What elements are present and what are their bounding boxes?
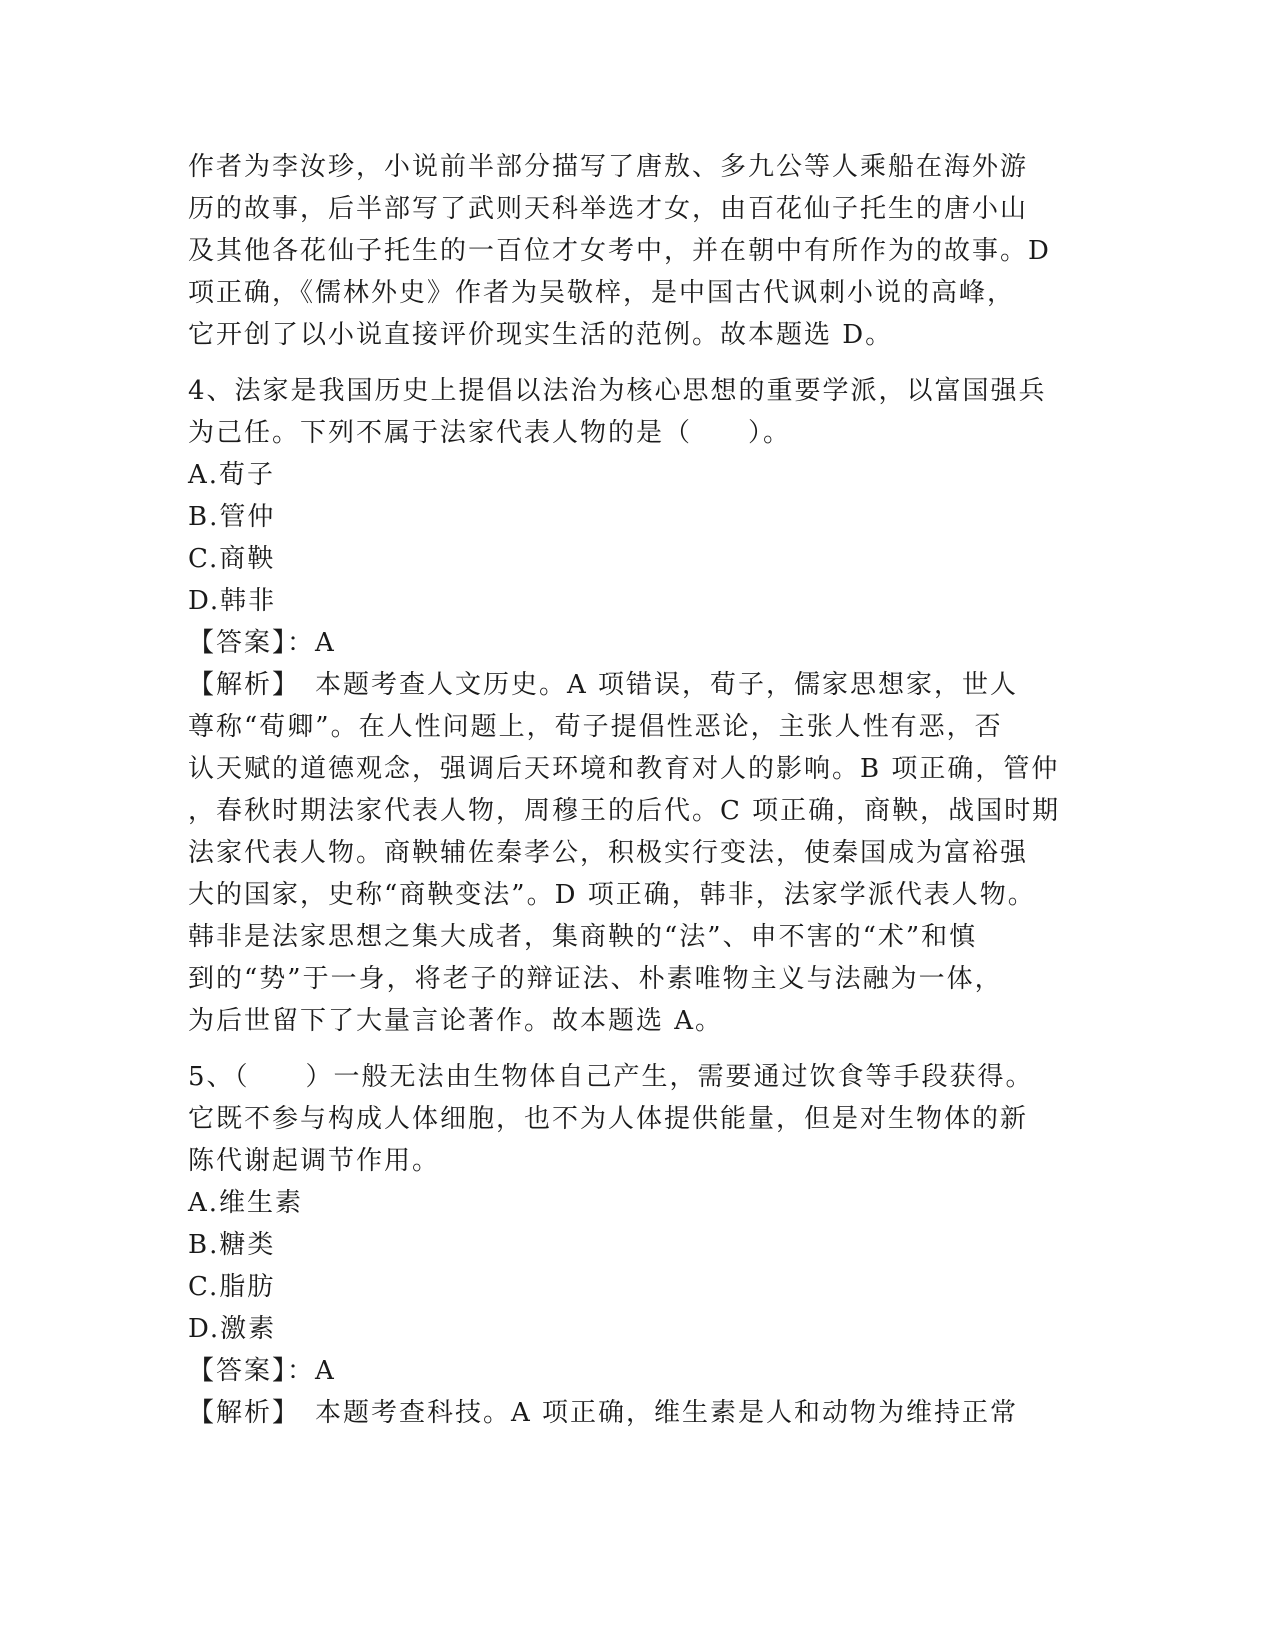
text-line: 及其他各花仙子托生的一百位才女考中，并在朝中有所作为的故事。D: [188, 236, 1051, 266]
analysis-line: 到的“势”于一身，将老子的辩证法、朴素唯物主义与法融为一体，: [188, 964, 1003, 994]
analysis-line: 法家代表人物。商鞅辅佐秦孝公，积极实行变法，使秦国成为富裕强: [188, 838, 1029, 868]
text-line: 项正确，《儒林外史》作者为吴敬梓，是中国古代讽刺小说的高峰，: [188, 278, 1016, 308]
paragraph-gap: [188, 1042, 1088, 1056]
analysis-line: 大的国家，史称“商鞅变法”。D 项正确，韩非，法家学派代表人物。: [188, 880, 1036, 910]
analysis-line: 韩非是法家思想之集大成者，集商鞅的“法”、申不害的“术”和慎: [188, 922, 978, 952]
option-d: D.激素: [188, 1314, 277, 1344]
analysis-line: 为后世留下了大量言论著作。故本题选 A。: [188, 1006, 724, 1036]
question-stem-line: 4、法家是我国历史上提倡以法治为核心思想的重要学派，以富国强兵: [188, 376, 1047, 406]
option-a: A.荀子: [188, 460, 276, 490]
document-page: [188, 146, 1088, 1434]
analysis-line: 【解析】 本题考查科技。A 项正确，维生素是人和动物为维持正常: [188, 1398, 1019, 1428]
question-stem-line: 5、（ ）一般无法由生物体自己产生，需要通过饮食等手段获得。: [188, 1062, 1034, 1092]
question-stem-line: 为己任。下列不属于法家代表人物的是（ ）。: [188, 418, 792, 448]
option-a: A.维生素: [188, 1188, 304, 1218]
answer-line: 【答案】：A: [188, 628, 336, 658]
text-line: 历的故事，后半部写了武则天科举选才女，由百花仙子托生的唐小山: [188, 194, 1029, 224]
analysis-line: 尊称“荀卿”。在人性问题上，荀子提倡性恶论，主张人性有恶，否: [188, 712, 1003, 742]
analysis-line: 【解析】 本题考查人文历史。A 项错误，荀子，儒家思想家，世人: [188, 670, 1019, 700]
text-line: 它开创了以小说直接评价现实生活的范例。故本题选 D。: [188, 320, 894, 350]
analysis-line: 认天赋的道德观念，强调后天环境和教育对人的影响。B 项正确，管仲: [188, 754, 1060, 784]
paragraph-gap: [188, 356, 1088, 370]
option-c: C.脂肪: [188, 1272, 276, 1302]
question-stem-line: 它既不参与构成人体细胞，也不为人体提供能量，但是对生物体的新: [188, 1104, 1029, 1134]
question-5: [188, 1056, 1088, 1434]
analysis-line: ，春秋时期法家代表人物，周穆王的后代。C 项正确，商鞅，战国时期: [188, 796, 1061, 826]
option-b: B.管仲: [188, 502, 276, 532]
text-line: 作者为李汝珍，小说前半部分描写了唐敖、多九公等人乘船在海外游: [188, 152, 1029, 182]
q3-analysis-tail: [188, 146, 1088, 356]
answer-line: 【答案】：A: [188, 1356, 336, 1386]
option-c: C.商鞅: [188, 544, 276, 574]
option-d: D.韩非: [188, 586, 277, 616]
question-4: [188, 370, 1088, 1042]
option-b: B.糖类: [188, 1230, 276, 1260]
question-stem-line: 陈代谢起调节作用。: [188, 1146, 441, 1176]
